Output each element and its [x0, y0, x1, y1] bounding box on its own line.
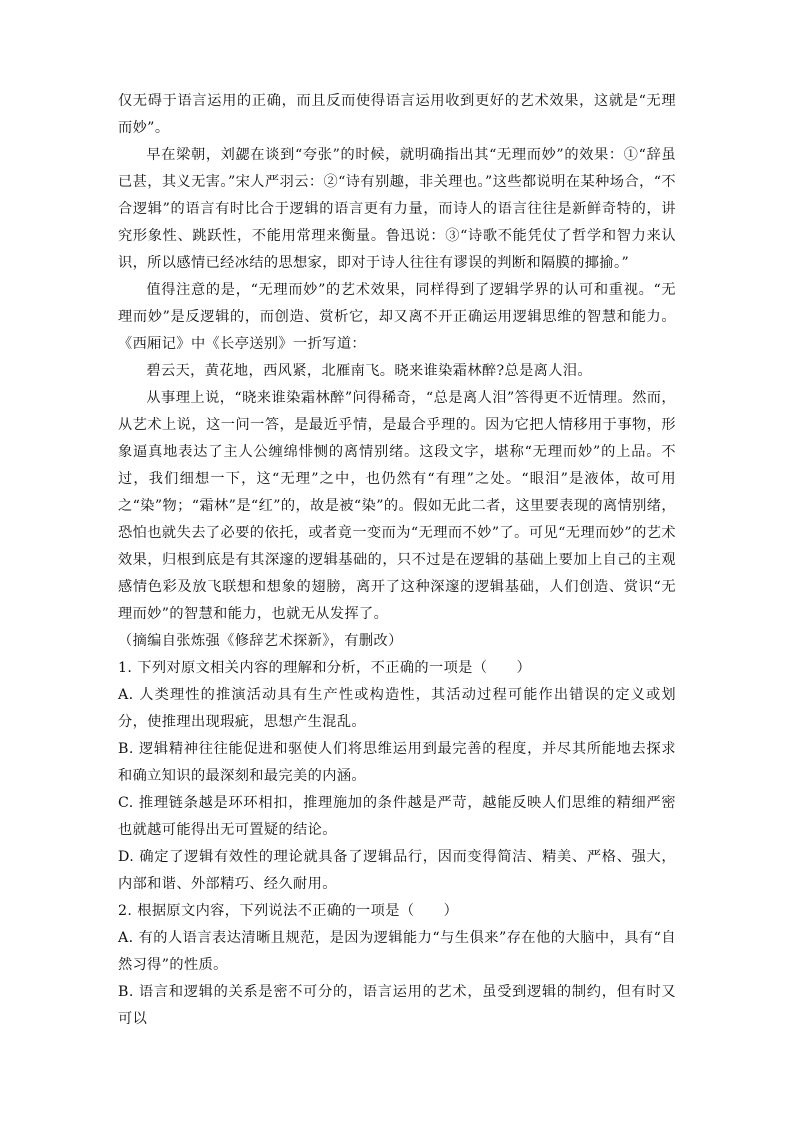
question-1-option-d: D. 确定了逻辑有效性的理论就具备了逻辑品行，因而变得简洁、精美、严格、强大，内部和谐、外部精巧、经久耐用。 — [118, 849, 676, 892]
paragraph-continuation: 仅无碍于语言运用的正确，而且反而使得语言运用收到更好的艺术效果，这就是“无理而妙”。 — [118, 93, 676, 136]
question-1-option-a: A. 人类理性的推演活动具有生产性或构造性，其活动过程可能作出错误的定义或划分，使推理出现瑕疵，思想产生混乱。 — [118, 687, 676, 730]
question-1-option-c: C. 推理链条越是环环相扣，推理施加的条件越是严苛，越能反映人们思维的精细严密也就越可能得出无可置疑的结论。 — [118, 795, 676, 838]
source-citation: （摘编自张炼强《修辞艺术探新》，有删改） — [118, 633, 403, 649]
question-2-option-a: A. 有的人语言表达清晰且规范，是因为逻辑能力“与生俱来”存在他的大脑中，具有“自然习得”的性质。 — [118, 930, 676, 973]
paragraph-logic-recognition: 值得注意的是，“无理而妙”的艺术效果，同样得到了逻辑学界的认可和重视。“无理而妙”是反逻辑的，而创造、赏析它，却又离不开正确运用逻辑思维的智慧和能力。《西厢记》中《长亭送别》一折写道： — [118, 282, 676, 352]
paragraph-analysis: 从事理上说，“晓来谁染霜林醉”问得稀奇，“总是离人泪”答得更不近情理。然而，从艺术上说，这一问一答，是最近乎情，是最合乎理的。因为它把人情移用于事物，形象逼真地表达了主人公缠绵悱恻的离情别绪。这段文字，堪称“无理而妙”的上品。不过，我们细想一下，这“无理”之中，也仍然有“有理”之处。“眼泪”是液体，故可用之“染”物；“霜林”是“红”的，故是被“染”的。假如无此二者，这里要表现的离情别绪，恐怕也就失去了必要的依托，或者竟一变而为“无理而不妙”了。可见“无理而妙”的艺术效果，归根到底是有其深邃的逻辑基础的，只不过是在逻辑的基础上要加上自己的主观感情色彩及放飞联想和想象的翅膀，离开了这种深邃的逻辑基础，人们创造、赏识“无理而妙”的智慧和能力，也就无从发挥了。 — [118, 390, 676, 622]
question-1-option-b: B. 逻辑精神往往能促进和驱使人们将思维运用到最完善的程度，并尽其所能地去探求和确立知识的最深刻和最完美的内涵。 — [118, 741, 676, 784]
poem-quote: 碧云天，黄花地，西风紧，北雁南飞。晓来谁染霜林醉?总是离人泪。 — [146, 363, 593, 379]
paragraph-liuxie: 早在梁朝，刘勰在谈到“夸张”的时候，就明确指出其“无理而妙”的效果：①“辞虽已甚，其义无害。”宋人严羽云：②“诗有别趣，非关理也。”这些都说明在某种场合，“不合逻辑”的语言有时比合于逻辑的语言更有力量，而诗人的语言往往是新鲜奇特的，讲究形象性、跳跃性，不能用常理来衡量。鲁迅说：③“诗歌不能凭仗了哲学和智力来认识，所以感情已经冰结的思想家，即对于诗人往往有谬误的判断和隔膜的揶揄。” — [118, 147, 676, 271]
question-2-option-b: B. 语言和逻辑的关系是密不可分的，语言运用的艺术，虽受到逻辑的制约，但有时又可以 — [118, 984, 676, 1027]
question-1-stem: 1. 下列对原文相关内容的理解和分析，不正确的一项是（ ） — [118, 660, 532, 676]
question-2-stem: 2. 根据原文内容，下列说法不正确的一项是（ ） — [118, 903, 459, 919]
document-page — [118, 88, 676, 1033]
